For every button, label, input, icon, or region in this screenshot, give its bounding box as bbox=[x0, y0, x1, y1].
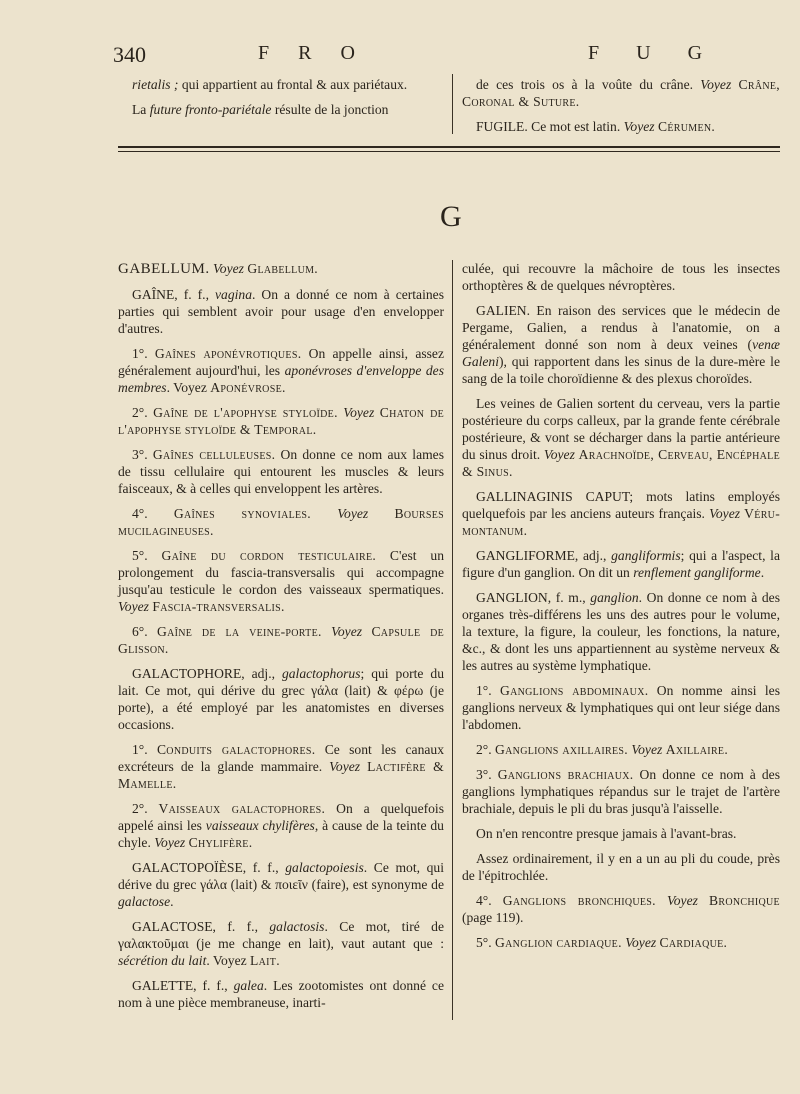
entry-paragraph: 3°. Gaînes celluleuses. On donne ce nom aux lames de tissu cellulaire qui entourent les muscles & leurs faisceaux, & à celles qui enveloppent les artères. bbox=[118, 447, 445, 496]
entry-paragraph: 3°. Ganglions brachiaux. On donne ce nom à des ganglions lymphatiques répandus sur le trajet de l'artère brachiale, depuis le pli du bras jusqu'à l'aisselle. bbox=[462, 767, 781, 816]
entry-paragraph: 6°. Gaîne de la veine-porte. Voyez Capsule de Glisson. bbox=[118, 624, 444, 656]
entry-paragraph: GANGLION, f. m., ganglion. On donne ce nom à des organes très-différens les uns des autres pour le volume, la texture, la figure, la couleur, les fonctions, la nature, &c., & dont les uns appartiennent au système nerveux & les autres au système lymphatique. bbox=[462, 590, 780, 673]
entry-paragraph: GALLINAGINIS CAPUT; mots latins employés quelquefois par les anciens auteurs français. Voyez Véru-montanum. bbox=[462, 489, 781, 538]
running-head-right: F U G bbox=[588, 42, 719, 64]
entry-paragraph: On n'en rencontre presque jamais à l'avant-bras. bbox=[476, 826, 737, 841]
section-rule-thin bbox=[118, 151, 780, 152]
column-divider bbox=[452, 260, 453, 1020]
entry-paragraph: GALACTOSE, f. f., galactosis. Ce mot, tiré de γαλακτοῦμαι (je me change en lait), vaut autant que : sécrétion du lait. Voyez Lait. bbox=[118, 919, 444, 968]
top-right-paragraph: FUGILE. Ce mot est latin. Voyez Cérumen. bbox=[476, 119, 716, 134]
entry-paragraph: culée, qui recouvre la mâchoire de tous les insectes orthoptères & de quelques névroptères. bbox=[462, 261, 780, 293]
entry-paragraph: 4°. Gaînes synoviales. Voyez Bourses mucilagineuses. bbox=[118, 506, 444, 538]
entry-paragraph: GAÎNE, f. f., vagina. On a donné ce nom à certaines parties qui semblent avoir pour usage d'en envelopper d'autres. bbox=[118, 287, 444, 336]
page-number: 340 bbox=[113, 42, 146, 67]
left-column bbox=[118, 260, 444, 1019]
section-letter: G bbox=[440, 200, 462, 233]
top-left-paragraph: rietalis ; qui appartient au frontal & aux pariétaux. bbox=[132, 77, 408, 92]
entry-paragraph: GABELLUM. Voyez Glabellum. bbox=[118, 261, 318, 277]
entry-paragraph: GANGLIFORME, adj., gangliformis; qui a l'aspect, la figure d'un ganglion. On dit un renflement gangliforme. bbox=[462, 548, 780, 580]
entry-paragraph: Les veines de Galien sortent du cerveau, vers la partie postérieure du corps calleux, par la grande fente cérébrale postérieure, & vont se décharger dans la partie antérieure du sinus droit. Voyez Arachnoïde, Cerveau, Encéphale & Sinus. bbox=[462, 396, 780, 479]
section-rule-thick bbox=[118, 146, 780, 148]
entry-paragraph: GALIEN. En raison des services que le médecin de Pergame, Galien, a rendus à l'anatomie, on a généralement donné son nom à deux veines (venæ Galeni), qui rapportent dans les sinus de la dure-mère le sang de la toile choroïdienne & des plexus choroïdes. bbox=[462, 303, 780, 386]
entry-paragraph: 5°. Gaîne du cordon testiculaire. C'est un prolongement du fascia-transversalis qui accompagne jusqu'au testicule le cordon des vaisseaux spermatiques. Voyez Fascia-transversalis. bbox=[118, 548, 444, 614]
entry-paragraph: 2°. Gaîne de l'apophyse styloïde. Voyez Chaton de l'apophyse styloïde & Temporal. bbox=[118, 405, 444, 437]
entry-paragraph: 2°. Vaisseaux galactophores. On a quelquefois appelé ainsi les vaisseaux chylifères, à cause de la teinte du chyle. Voyez Chylifère. bbox=[118, 801, 444, 850]
top-right-paragraph: de ces trois os à la voûte du crâne. Voyez Crâne, Coronal & Suture. bbox=[462, 77, 780, 109]
top-left-paragraph: La future fronto-pariétale résulte de la jonction bbox=[132, 102, 389, 117]
entry-paragraph: GALACTOPHORE, adj., galactophorus; qui porte du lait. Ce mot, qui dérive du grec γάλα (lait) & φέρω (je porte), a été employé par les anatomistes en diverses occasions. bbox=[118, 666, 444, 732]
top-right-column bbox=[462, 76, 780, 143]
right-column bbox=[462, 260, 780, 959]
entry-paragraph: 2°. Ganglions axillaires. Voyez Axillaire. bbox=[476, 742, 729, 757]
entry-paragraph: 4°. Ganglions bronchiques. Voyez Bronchique (page 119). bbox=[462, 893, 780, 925]
running-head-left: F R O bbox=[258, 42, 367, 64]
entry-paragraph: 5°. Ganglion cardiaque. Voyez Cardiaque. bbox=[476, 935, 728, 950]
entry-paragraph: GALACTOPOÏÈSE, f. f., galactopoiesis. Ce mot, qui dérive du grec γάλα (lait) & ποιεῖν (faire), est synonyme de galactose. bbox=[118, 860, 444, 909]
entry-paragraph: 1°. Ganglions abdominaux. On nomme ainsi les ganglions nerveux & lymphatiques qui ont leur siége dans l'abdomen. bbox=[462, 683, 781, 732]
top-left-column bbox=[118, 76, 444, 126]
entry-paragraph: Assez ordinairement, il y en a un au pli du coude, près de l'épitrochlée. bbox=[462, 851, 780, 883]
entry-paragraph: 1°. Gaînes aponévrotiques. On appelle ainsi, assez généralement aujourd'hui, les aponévroses d'enveloppe des membres. Voyez Aponévrose. bbox=[118, 346, 445, 395]
entry-paragraph: 1°. Conduits galactophores. Ce sont les canaux excréteurs de la glande mammaire. Voyez Lactifère & Mamelle. bbox=[118, 742, 444, 791]
column-divider-top bbox=[452, 74, 453, 134]
entry-paragraph: GALETTE, f. f., galea. Les zootomistes ont donné ce nom à une pièce membraneuse, inarti- bbox=[118, 978, 444, 1010]
